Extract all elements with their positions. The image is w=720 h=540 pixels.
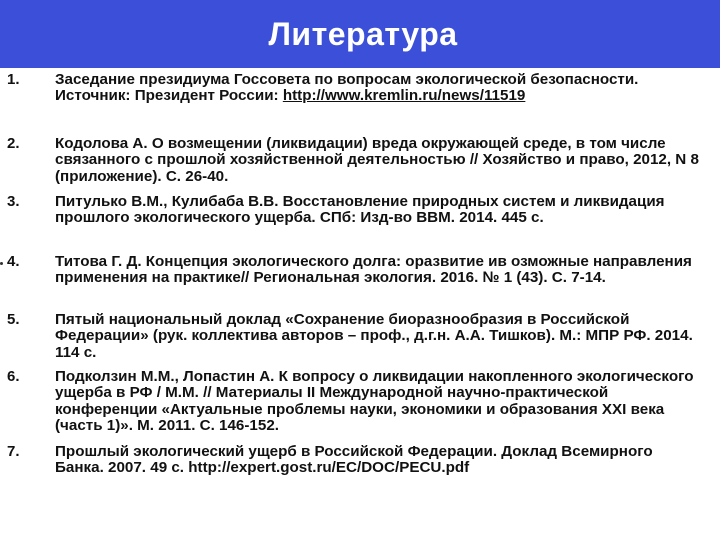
slide-title: Литература (268, 15, 458, 52)
reference-text: Кодолова А. О возмещении (ликвидации) вреда окружающей среде, в том числе связанного с прошлой хозяйственной деятельностью // Хозяйство и право, 2012, N 8 (приложение). С. 26-40. (55, 135, 699, 185)
title-bar (0, 0, 720, 68)
reference-number: 4. (7, 253, 20, 270)
reference-item-7 (0, 444, 720, 484)
reference-item-5 (0, 312, 720, 369)
reference-text (55, 72, 702, 105)
reference-number: 5. (7, 311, 20, 328)
reference-item-3 (0, 194, 720, 254)
reference-number: 7. (7, 443, 20, 460)
reference-item-1 (0, 72, 720, 136)
reference-item-2 (0, 136, 720, 194)
reference-number: 1. (7, 71, 20, 88)
reference-text: Подколзин М.М., Лопастин А. К вопросу о ликвидации накопленного экологического ущерба в РФ / М.М. // Материалы II Международной научно-практической конференции «Актуальные проблемы науки, экономики и образования XXI века (часть 1)». М. 2011. С. 146-152. (55, 368, 694, 435)
reference-text: Прошлый экологический ущерб в Российской Федерации. Доклад Всемирного Банка. 2007. 49 с. http://expert.gost.ru/EC/DOC/PECU.pdf (55, 443, 653, 477)
reference-text: Титова Г. Д. Концепция экологического долга: оразвитие ив озможные направления применения на практике// Региональная экология. 2016. № 1 (43). С. 7-14. (55, 253, 692, 287)
reference-item-6 (0, 369, 720, 444)
reference-text-body: Заседание президиума Госсовета по вопросам экологической безопасности. Источник: Президент России: (55, 71, 639, 105)
reference-number: 3. (7, 193, 20, 210)
kremlin-link[interactable]: http://www.kremlin.ru/news/11519 (282, 87, 526, 105)
reference-number: 2. (7, 135, 20, 152)
reference-item-4 (0, 254, 720, 312)
reference-text: Питулько В.М., Кулибаба В.В. Восстановление природных систем и ликвидация прошлого экологического ущерба. СПб: Изд-во ВВМ. 2014. 445 с. (55, 193, 665, 227)
reference-list (0, 72, 720, 484)
reference-text: Пятый национальный доклад «Сохранение биоразнообразия в Российской Федерации» (рук. коллектива авторов – проф., д.г.н. А.А. Тишков). М.: МПР РФ. 2014. 114 с. (55, 311, 693, 361)
reference-number: 6. (7, 368, 20, 385)
